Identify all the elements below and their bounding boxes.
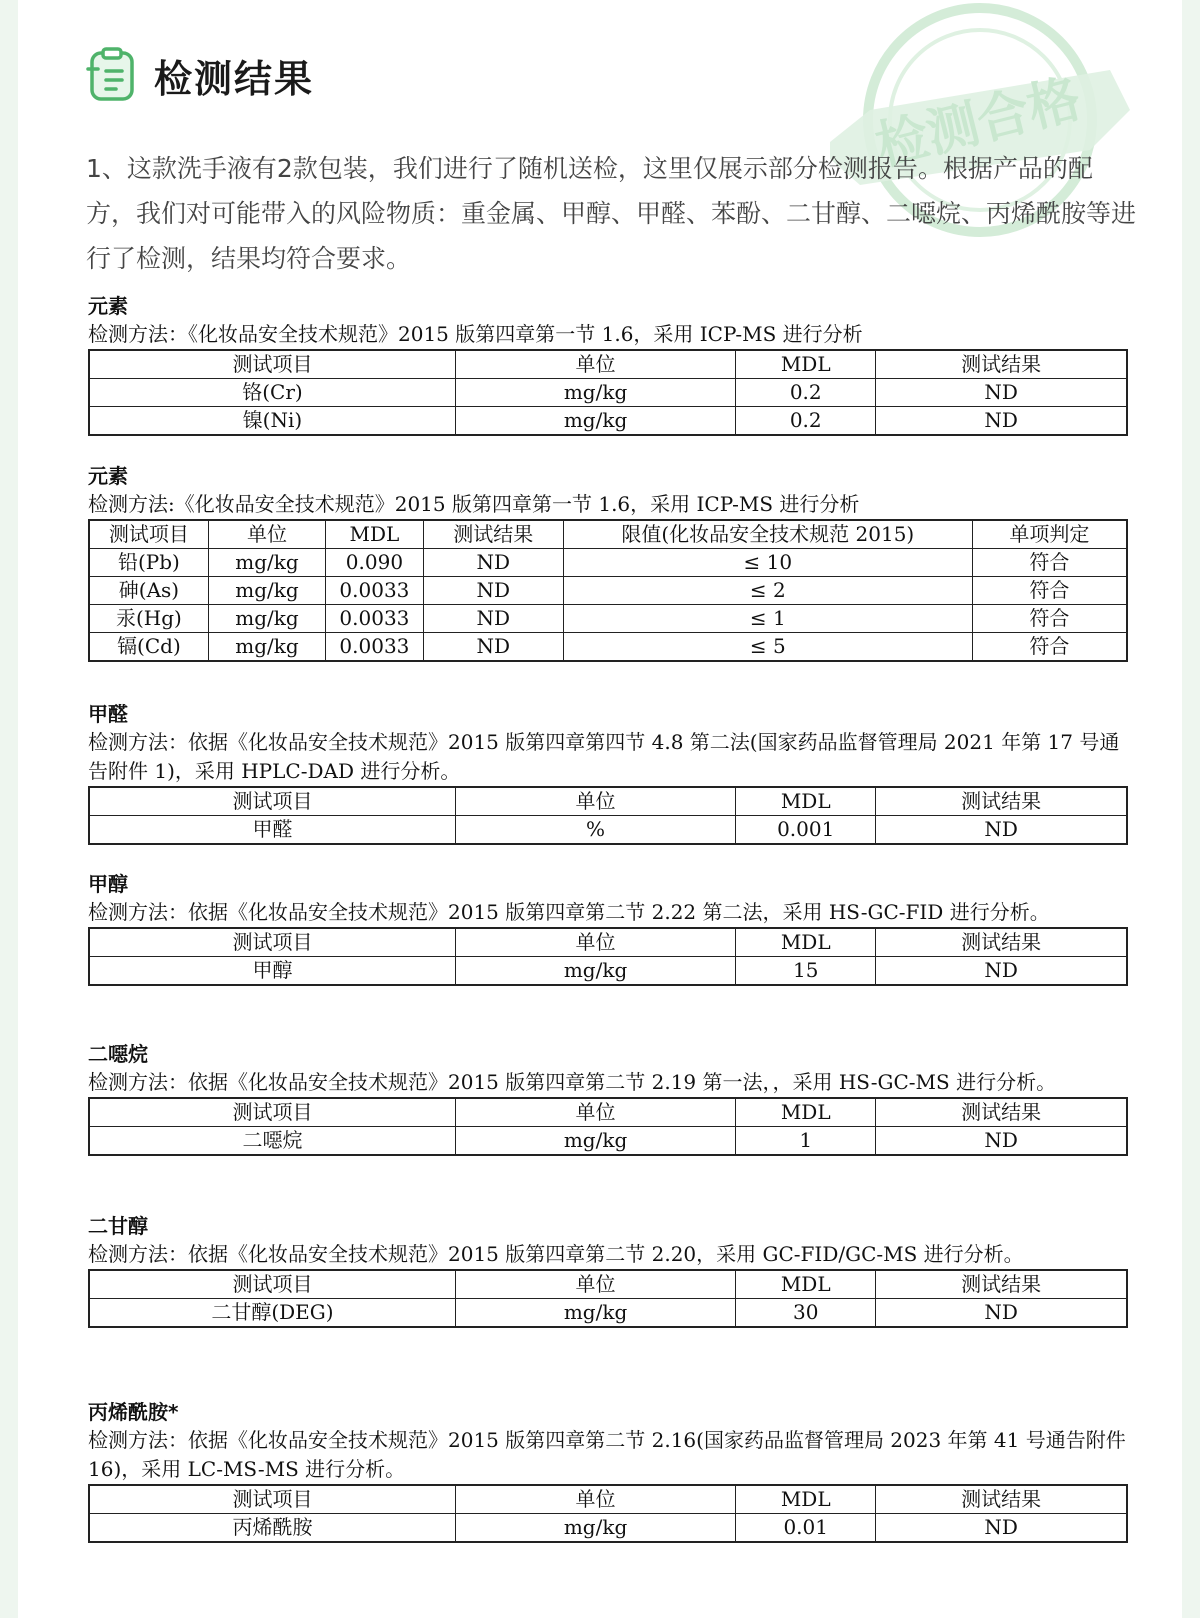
header-cell: 测试结果 bbox=[876, 1098, 1127, 1127]
table-cell: ND bbox=[876, 957, 1127, 986]
section-title: 二噁烷 bbox=[88, 1042, 148, 1066]
header-cell: MDL bbox=[326, 520, 424, 549]
table-cell: ≤ 2 bbox=[563, 577, 972, 605]
header-cell: 单位 bbox=[455, 1098, 735, 1127]
table-row bbox=[89, 957, 1127, 986]
table-cell: 甲醛 bbox=[89, 816, 455, 845]
table-cell: 0.2 bbox=[736, 379, 876, 407]
results-table bbox=[88, 786, 1128, 845]
section-method: 检测方法：依据《化妆品安全技术规范》2015 版第四章第四节 4.8 第二法(国家药品监督管理局 2021 年第 17 号通告附件 1)，采用 HPLC-DAD 进行分析。 bbox=[88, 730, 1120, 783]
header-cell: 单位 bbox=[208, 520, 325, 549]
header-cell: 单位 bbox=[455, 1485, 735, 1514]
header-cell: 测试结果 bbox=[876, 350, 1127, 379]
table-cell: ND bbox=[423, 577, 563, 605]
table-cell: 0.0033 bbox=[326, 577, 424, 605]
report-page bbox=[18, 0, 1182, 1618]
header-cell: 测试结果 bbox=[876, 787, 1127, 816]
table-cell: ND bbox=[423, 605, 563, 633]
table-header-row bbox=[89, 520, 1127, 549]
table-cell: ND bbox=[876, 1514, 1127, 1543]
section-methanol bbox=[88, 870, 1128, 986]
table-cell: 0.0033 bbox=[326, 605, 424, 633]
header-cell: MDL bbox=[736, 928, 876, 957]
section-elements-1 bbox=[88, 292, 1128, 436]
section-method: 检测方法：《化妆品安全技术规范》2015 版第四章第一节 1.6，采用 ICP-MS 进行分析 bbox=[88, 322, 863, 346]
results-table bbox=[88, 519, 1128, 662]
section-method: 检测方法：依据《化妆品安全技术规范》2015 版第四章第二节 2.16(国家药品监督管理局 2023 年第 41 号通告附件 16)，采用 LC-MS-MS 进行分析。 bbox=[88, 1428, 1126, 1481]
table-row bbox=[89, 379, 1127, 407]
intro-paragraph: 1、这款洗手液有2款包装，我们进行了随机送检，这里仅展示部分检测报告。根据产品的配方，我们对可能带入的风险物质：重金属、甲醇、甲醛、苯酚、二甘醇、二噁烷、丙烯酰胺等进行了检测，结果均符合要求。 bbox=[86, 154, 1137, 273]
table-header-row bbox=[89, 1098, 1127, 1127]
table-cell: mg/kg bbox=[455, 1127, 735, 1156]
table-cell: mg/kg bbox=[455, 379, 735, 407]
table-row bbox=[89, 407, 1127, 436]
table-cell: 甲醇 bbox=[89, 957, 455, 986]
table-cell: ND bbox=[876, 379, 1127, 407]
header-cell: 测试项目 bbox=[89, 520, 208, 549]
header-cell: 单位 bbox=[455, 787, 735, 816]
header-cell: 单位 bbox=[455, 350, 735, 379]
table-cell: ND bbox=[876, 816, 1127, 845]
table-cell: ND bbox=[876, 1127, 1127, 1156]
table-row bbox=[89, 1299, 1127, 1328]
table-row bbox=[89, 1127, 1127, 1156]
table-cell: 镍(Ni) bbox=[89, 407, 455, 436]
clipboard-list-icon bbox=[84, 47, 140, 103]
section-method: 检测方法：依据《化妆品安全技术规范》2015 版第四章第二节 2.19 第一法，，采用 HS-GC-MS 进行分析。 bbox=[88, 1070, 1057, 1094]
table-cell: mg/kg bbox=[208, 549, 325, 577]
section-method: 检测方法：依据《化妆品安全技术规范》2015 版第四章第二节 2.22 第二法，采用 HS-GC-FID 进行分析。 bbox=[88, 900, 1050, 924]
results-table bbox=[88, 1269, 1128, 1328]
header-cell: 测试项目 bbox=[89, 1098, 455, 1127]
table-cell: 汞(Hg) bbox=[89, 605, 208, 633]
section-dioxane bbox=[88, 1040, 1128, 1156]
table-cell: 符合 bbox=[972, 605, 1127, 633]
header-cell: MDL bbox=[736, 1485, 876, 1514]
header-cell: 测试结果 bbox=[876, 928, 1127, 957]
header-cell: 测试项目 bbox=[89, 350, 455, 379]
header-cell: 测试项目 bbox=[89, 928, 455, 957]
results-table bbox=[88, 349, 1128, 436]
table-cell: ND bbox=[876, 407, 1127, 436]
header-cell: 测试项目 bbox=[89, 787, 455, 816]
page-title: 检测结果 bbox=[154, 56, 315, 101]
section-title: 甲醛 bbox=[88, 702, 128, 726]
table-cell: 符合 bbox=[972, 549, 1127, 577]
results-table bbox=[88, 1484, 1128, 1543]
table-row bbox=[89, 816, 1127, 845]
table-cell: 15 bbox=[736, 957, 876, 986]
results-table bbox=[88, 927, 1128, 986]
table-row bbox=[89, 1514, 1127, 1543]
stamp-text: 检测合格 bbox=[870, 68, 1087, 178]
table-cell: 镉(Cd) bbox=[89, 633, 208, 662]
header-cell: 限值(化妆品安全技术规范 2015) bbox=[563, 520, 972, 549]
table-cell: mg/kg bbox=[455, 957, 735, 986]
table-cell: ≤ 1 bbox=[563, 605, 972, 633]
section-formaldehyde bbox=[88, 700, 1128, 845]
header-cell: 单项判定 bbox=[972, 520, 1127, 549]
table-cell: % bbox=[455, 816, 735, 845]
table-cell: 砷(As) bbox=[89, 577, 208, 605]
table-cell: ≤ 5 bbox=[563, 633, 972, 662]
section-title: 丙烯酰胺* bbox=[88, 1400, 179, 1424]
section-acrylamide bbox=[88, 1398, 1128, 1543]
header-cell: MDL bbox=[736, 787, 876, 816]
table-header-row bbox=[89, 350, 1127, 379]
results-table bbox=[88, 1097, 1128, 1156]
section-title: 元素 bbox=[88, 464, 128, 488]
section-method: 检测方法:《化妆品安全技术规范》2015 版第四章第一节 1.6，采用 ICP-MS 进行分析 bbox=[88, 492, 860, 516]
table-cell: ND bbox=[876, 1299, 1127, 1328]
table-cell: 0.0033 bbox=[326, 633, 424, 662]
table-cell: mg/kg bbox=[455, 407, 735, 436]
header-cell: MDL bbox=[736, 1270, 876, 1299]
table-cell: mg/kg bbox=[208, 577, 325, 605]
table-header-row bbox=[89, 1485, 1127, 1514]
table-cell: 符合 bbox=[972, 577, 1127, 605]
table-cell: 1 bbox=[736, 1127, 876, 1156]
table-cell: 0.001 bbox=[736, 816, 876, 845]
section-method: 检测方法：依据《化妆品安全技术规范》2015 版第四章第二节 2.20，采用 GC-FID/GC-MS 进行分析。 bbox=[88, 1242, 1024, 1266]
section-title: 甲醇 bbox=[88, 872, 128, 896]
table-cell: 铅(Pb) bbox=[89, 549, 208, 577]
section-title: 二甘醇 bbox=[88, 1214, 148, 1238]
table-cell: ND bbox=[423, 633, 563, 662]
page-header bbox=[84, 44, 314, 106]
table-header-row bbox=[89, 787, 1127, 816]
header-cell: 测试项目 bbox=[89, 1270, 455, 1299]
table-cell: 铬(Cr) bbox=[89, 379, 455, 407]
table-cell: mg/kg bbox=[208, 605, 325, 633]
table-cell: mg/kg bbox=[455, 1299, 735, 1328]
table-cell: mg/kg bbox=[208, 633, 325, 662]
table-cell: 符合 bbox=[972, 633, 1127, 662]
header-cell: 测试结果 bbox=[423, 520, 563, 549]
table-row bbox=[89, 549, 1127, 577]
table-cell: 0.2 bbox=[736, 407, 876, 436]
table-cell: mg/kg bbox=[455, 1514, 735, 1543]
header-cell: MDL bbox=[736, 1098, 876, 1127]
header-cell: 测试结果 bbox=[876, 1485, 1127, 1514]
table-cell: ≤ 10 bbox=[563, 549, 972, 577]
section-elements-2 bbox=[88, 462, 1128, 662]
table-cell: 0.090 bbox=[326, 549, 424, 577]
table-cell: 二噁烷 bbox=[89, 1127, 455, 1156]
section-diethylene-glycol bbox=[88, 1212, 1128, 1328]
table-cell: 30 bbox=[736, 1299, 876, 1328]
section-title: 元素 bbox=[88, 294, 128, 318]
header-cell: 测试项目 bbox=[89, 1485, 455, 1514]
header-cell: MDL bbox=[736, 350, 876, 379]
table-header-row bbox=[89, 1270, 1127, 1299]
table-row bbox=[89, 633, 1127, 662]
header-cell: 单位 bbox=[455, 928, 735, 957]
table-cell: 丙烯酰胺 bbox=[89, 1514, 455, 1543]
header-cell: 测试结果 bbox=[876, 1270, 1127, 1299]
table-cell: ND bbox=[423, 549, 563, 577]
table-cell: 二甘醇(DEG) bbox=[89, 1299, 455, 1328]
header-cell: 单位 bbox=[455, 1270, 735, 1299]
table-row bbox=[89, 605, 1127, 633]
table-header-row bbox=[89, 928, 1127, 957]
table-row bbox=[89, 577, 1127, 605]
table-cell: 0.01 bbox=[736, 1514, 876, 1543]
